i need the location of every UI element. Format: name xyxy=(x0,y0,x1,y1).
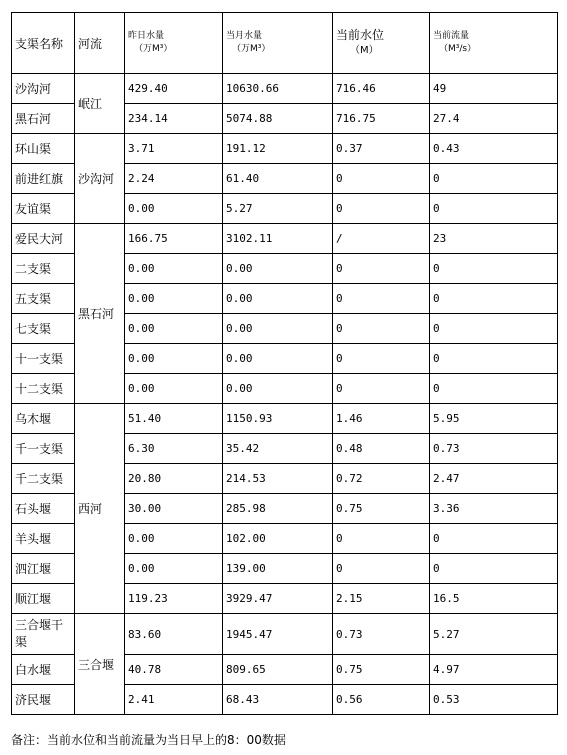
table-row xyxy=(12,224,558,254)
yesterday-volume-cell: 51.40 xyxy=(125,404,223,434)
month-volume-cell: 0.00 xyxy=(223,254,333,284)
canal-name-cell: 友谊渠 xyxy=(12,194,75,224)
flow-rate-cell: 0.53 xyxy=(430,685,558,715)
water-level-cell: 0 xyxy=(333,344,430,374)
water-level-cell: 0 xyxy=(333,314,430,344)
water-level-cell: / xyxy=(333,224,430,254)
canal-name-cell: 二支渠 xyxy=(12,254,75,284)
water-level-cell: 0.72 xyxy=(333,464,430,494)
water-level-cell: 0.37 xyxy=(333,134,430,164)
canal-name-cell: 环山渠 xyxy=(12,134,75,164)
yesterday-volume-cell: 429.40 xyxy=(125,74,223,104)
yesterday-volume-cell: 2.24 xyxy=(125,164,223,194)
water-level-cell: 0 xyxy=(333,554,430,584)
flow-rate-cell: 49 xyxy=(430,74,558,104)
yesterday-volume-cell: 40.78 xyxy=(125,655,223,685)
month-volume-cell: 285.98 xyxy=(223,494,333,524)
header-month-unit: （万M³） xyxy=(232,44,271,54)
month-volume-cell: 3929.47 xyxy=(223,584,333,614)
water-level-cell: 0.75 xyxy=(333,655,430,685)
canal-name-cell: 乌木堰 xyxy=(12,404,75,434)
canal-name-cell: 十二支渠 xyxy=(12,374,75,404)
flow-rate-cell: 0 xyxy=(430,194,558,224)
month-volume-cell: 5074.88 xyxy=(223,104,333,134)
header-yesterday-label: 昨日水量 xyxy=(128,31,165,41)
flow-rate-cell: 0 xyxy=(430,374,558,404)
river-cell: 西河 xyxy=(75,404,125,614)
month-volume-cell: 61.40 xyxy=(223,164,333,194)
month-volume-cell: 0.00 xyxy=(223,374,333,404)
flow-rate-cell: 0 xyxy=(430,554,558,584)
month-volume-cell: 68.43 xyxy=(223,685,333,715)
flow-rate-cell: 0 xyxy=(430,284,558,314)
flow-rate-cell: 3.36 xyxy=(430,494,558,524)
flow-rate-cell: 0 xyxy=(430,254,558,284)
canal-name-cell: 十一支渠 xyxy=(12,344,75,374)
water-level-cell: 0.56 xyxy=(333,685,430,715)
flow-rate-cell: 4.97 xyxy=(430,655,558,685)
flow-rate-cell: 0.43 xyxy=(430,134,558,164)
month-volume-cell: 1150.93 xyxy=(223,404,333,434)
river-cell: 三合堰 xyxy=(75,614,125,715)
yesterday-volume-cell: 6.30 xyxy=(125,434,223,464)
water-level-cell: 716.46 xyxy=(333,74,430,104)
table-row xyxy=(12,614,558,655)
canal-name-cell: 三合堰干渠 xyxy=(12,614,75,655)
water-level-cell: 0 xyxy=(333,284,430,314)
canal-name-cell: 千二支渠 xyxy=(12,464,75,494)
yesterday-volume-cell: 3.71 xyxy=(125,134,223,164)
yesterday-volume-cell: 20.80 xyxy=(125,464,223,494)
header-water-level xyxy=(333,13,430,74)
yesterday-volume-cell: 30.00 xyxy=(125,494,223,524)
month-volume-cell: 10630.66 xyxy=(223,74,333,104)
river-cell: 黑石河 xyxy=(75,224,125,404)
flow-rate-cell: 5.95 xyxy=(430,404,558,434)
header-month-label: 当月水量 xyxy=(226,31,263,41)
flow-rate-cell: 0 xyxy=(430,164,558,194)
header-level-unit: （M） xyxy=(350,45,379,56)
yesterday-volume-cell: 0.00 xyxy=(125,344,223,374)
yesterday-volume-cell: 0.00 xyxy=(125,194,223,224)
water-level-cell: 0 xyxy=(333,374,430,404)
header-canal-name: 支渠名称 xyxy=(12,13,75,74)
header-row xyxy=(12,13,558,74)
yesterday-volume-cell: 0.00 xyxy=(125,284,223,314)
water-level-cell: 2.15 xyxy=(333,584,430,614)
water-level-cell: 716.75 xyxy=(333,104,430,134)
flow-rate-cell: 0 xyxy=(430,344,558,374)
yesterday-volume-cell: 0.00 xyxy=(125,314,223,344)
month-volume-cell: 809.65 xyxy=(223,655,333,685)
canal-name-cell: 爱民大河 xyxy=(12,224,75,254)
month-volume-cell: 1945.47 xyxy=(223,614,333,655)
yesterday-volume-cell: 119.23 xyxy=(125,584,223,614)
header-yesterday-volume xyxy=(125,13,223,74)
yesterday-volume-cell: 83.60 xyxy=(125,614,223,655)
flow-rate-cell: 0.73 xyxy=(430,434,558,464)
table-row xyxy=(12,74,558,104)
header-month-volume xyxy=(223,13,333,74)
yesterday-volume-cell: 2.41 xyxy=(125,685,223,715)
month-volume-cell: 0.00 xyxy=(223,314,333,344)
river-cell: 岷江 xyxy=(75,74,125,134)
water-level-cell: 0 xyxy=(333,164,430,194)
canal-name-cell: 济民堰 xyxy=(12,685,75,715)
header-river: 河流 xyxy=(75,13,125,74)
table-row xyxy=(12,134,558,164)
header-yesterday-unit: （万M³） xyxy=(134,44,173,54)
header-flow-label: 当前流量 xyxy=(433,31,470,41)
canal-name-cell: 前进红旗 xyxy=(12,164,75,194)
canal-name-cell: 沙沟河 xyxy=(12,74,75,104)
canal-name-cell: 顺江堰 xyxy=(12,584,75,614)
month-volume-cell: 214.53 xyxy=(223,464,333,494)
water-level-cell: 0 xyxy=(333,194,430,224)
month-volume-cell: 0.00 xyxy=(223,344,333,374)
header-flow-unit: （M³/s） xyxy=(439,44,477,54)
flow-rate-cell: 2.47 xyxy=(430,464,558,494)
header-flow-rate xyxy=(430,13,558,74)
water-level-cell: 1.46 xyxy=(333,404,430,434)
water-level-cell: 0.48 xyxy=(333,434,430,464)
canal-name-cell: 石头堰 xyxy=(12,494,75,524)
table-body xyxy=(12,74,558,715)
flow-rate-cell: 0 xyxy=(430,524,558,554)
yesterday-volume-cell: 0.00 xyxy=(125,254,223,284)
water-level-cell: 0 xyxy=(333,254,430,284)
water-level-cell: 0.73 xyxy=(333,614,430,655)
water-level-cell: 0.75 xyxy=(333,494,430,524)
footnote: 备注：当前水位和当前流量为当日早上的8：00数据 xyxy=(11,733,286,747)
canal-name-cell: 泗江堰 xyxy=(12,554,75,584)
canal-name-cell: 白水堰 xyxy=(12,655,75,685)
flow-rate-cell: 0 xyxy=(430,314,558,344)
month-volume-cell: 3102.11 xyxy=(223,224,333,254)
water-level-cell: 0 xyxy=(333,524,430,554)
month-volume-cell: 5.27 xyxy=(223,194,333,224)
canal-name-cell: 五支渠 xyxy=(12,284,75,314)
flow-rate-cell: 27.4 xyxy=(430,104,558,134)
canal-name-cell: 黑石河 xyxy=(12,104,75,134)
yesterday-volume-cell: 0.00 xyxy=(125,374,223,404)
yesterday-volume-cell: 0.00 xyxy=(125,524,223,554)
month-volume-cell: 191.12 xyxy=(223,134,333,164)
header-level-label: 当前水位 xyxy=(336,28,385,42)
canal-name-cell: 七支渠 xyxy=(12,314,75,344)
yesterday-volume-cell: 166.75 xyxy=(125,224,223,254)
flow-rate-cell: 16.5 xyxy=(430,584,558,614)
water-data-table xyxy=(11,12,558,715)
month-volume-cell: 102.00 xyxy=(223,524,333,554)
yesterday-volume-cell: 234.14 xyxy=(125,104,223,134)
flow-rate-cell: 5.27 xyxy=(430,614,558,655)
river-cell: 沙沟河 xyxy=(75,134,125,224)
table-row xyxy=(12,404,558,434)
month-volume-cell: 35.42 xyxy=(223,434,333,464)
yesterday-volume-cell: 0.00 xyxy=(125,554,223,584)
flow-rate-cell: 23 xyxy=(430,224,558,254)
month-volume-cell: 0.00 xyxy=(223,284,333,314)
canal-name-cell: 千一支渠 xyxy=(12,434,75,464)
month-volume-cell: 139.00 xyxy=(223,554,333,584)
canal-name-cell: 羊头堰 xyxy=(12,524,75,554)
